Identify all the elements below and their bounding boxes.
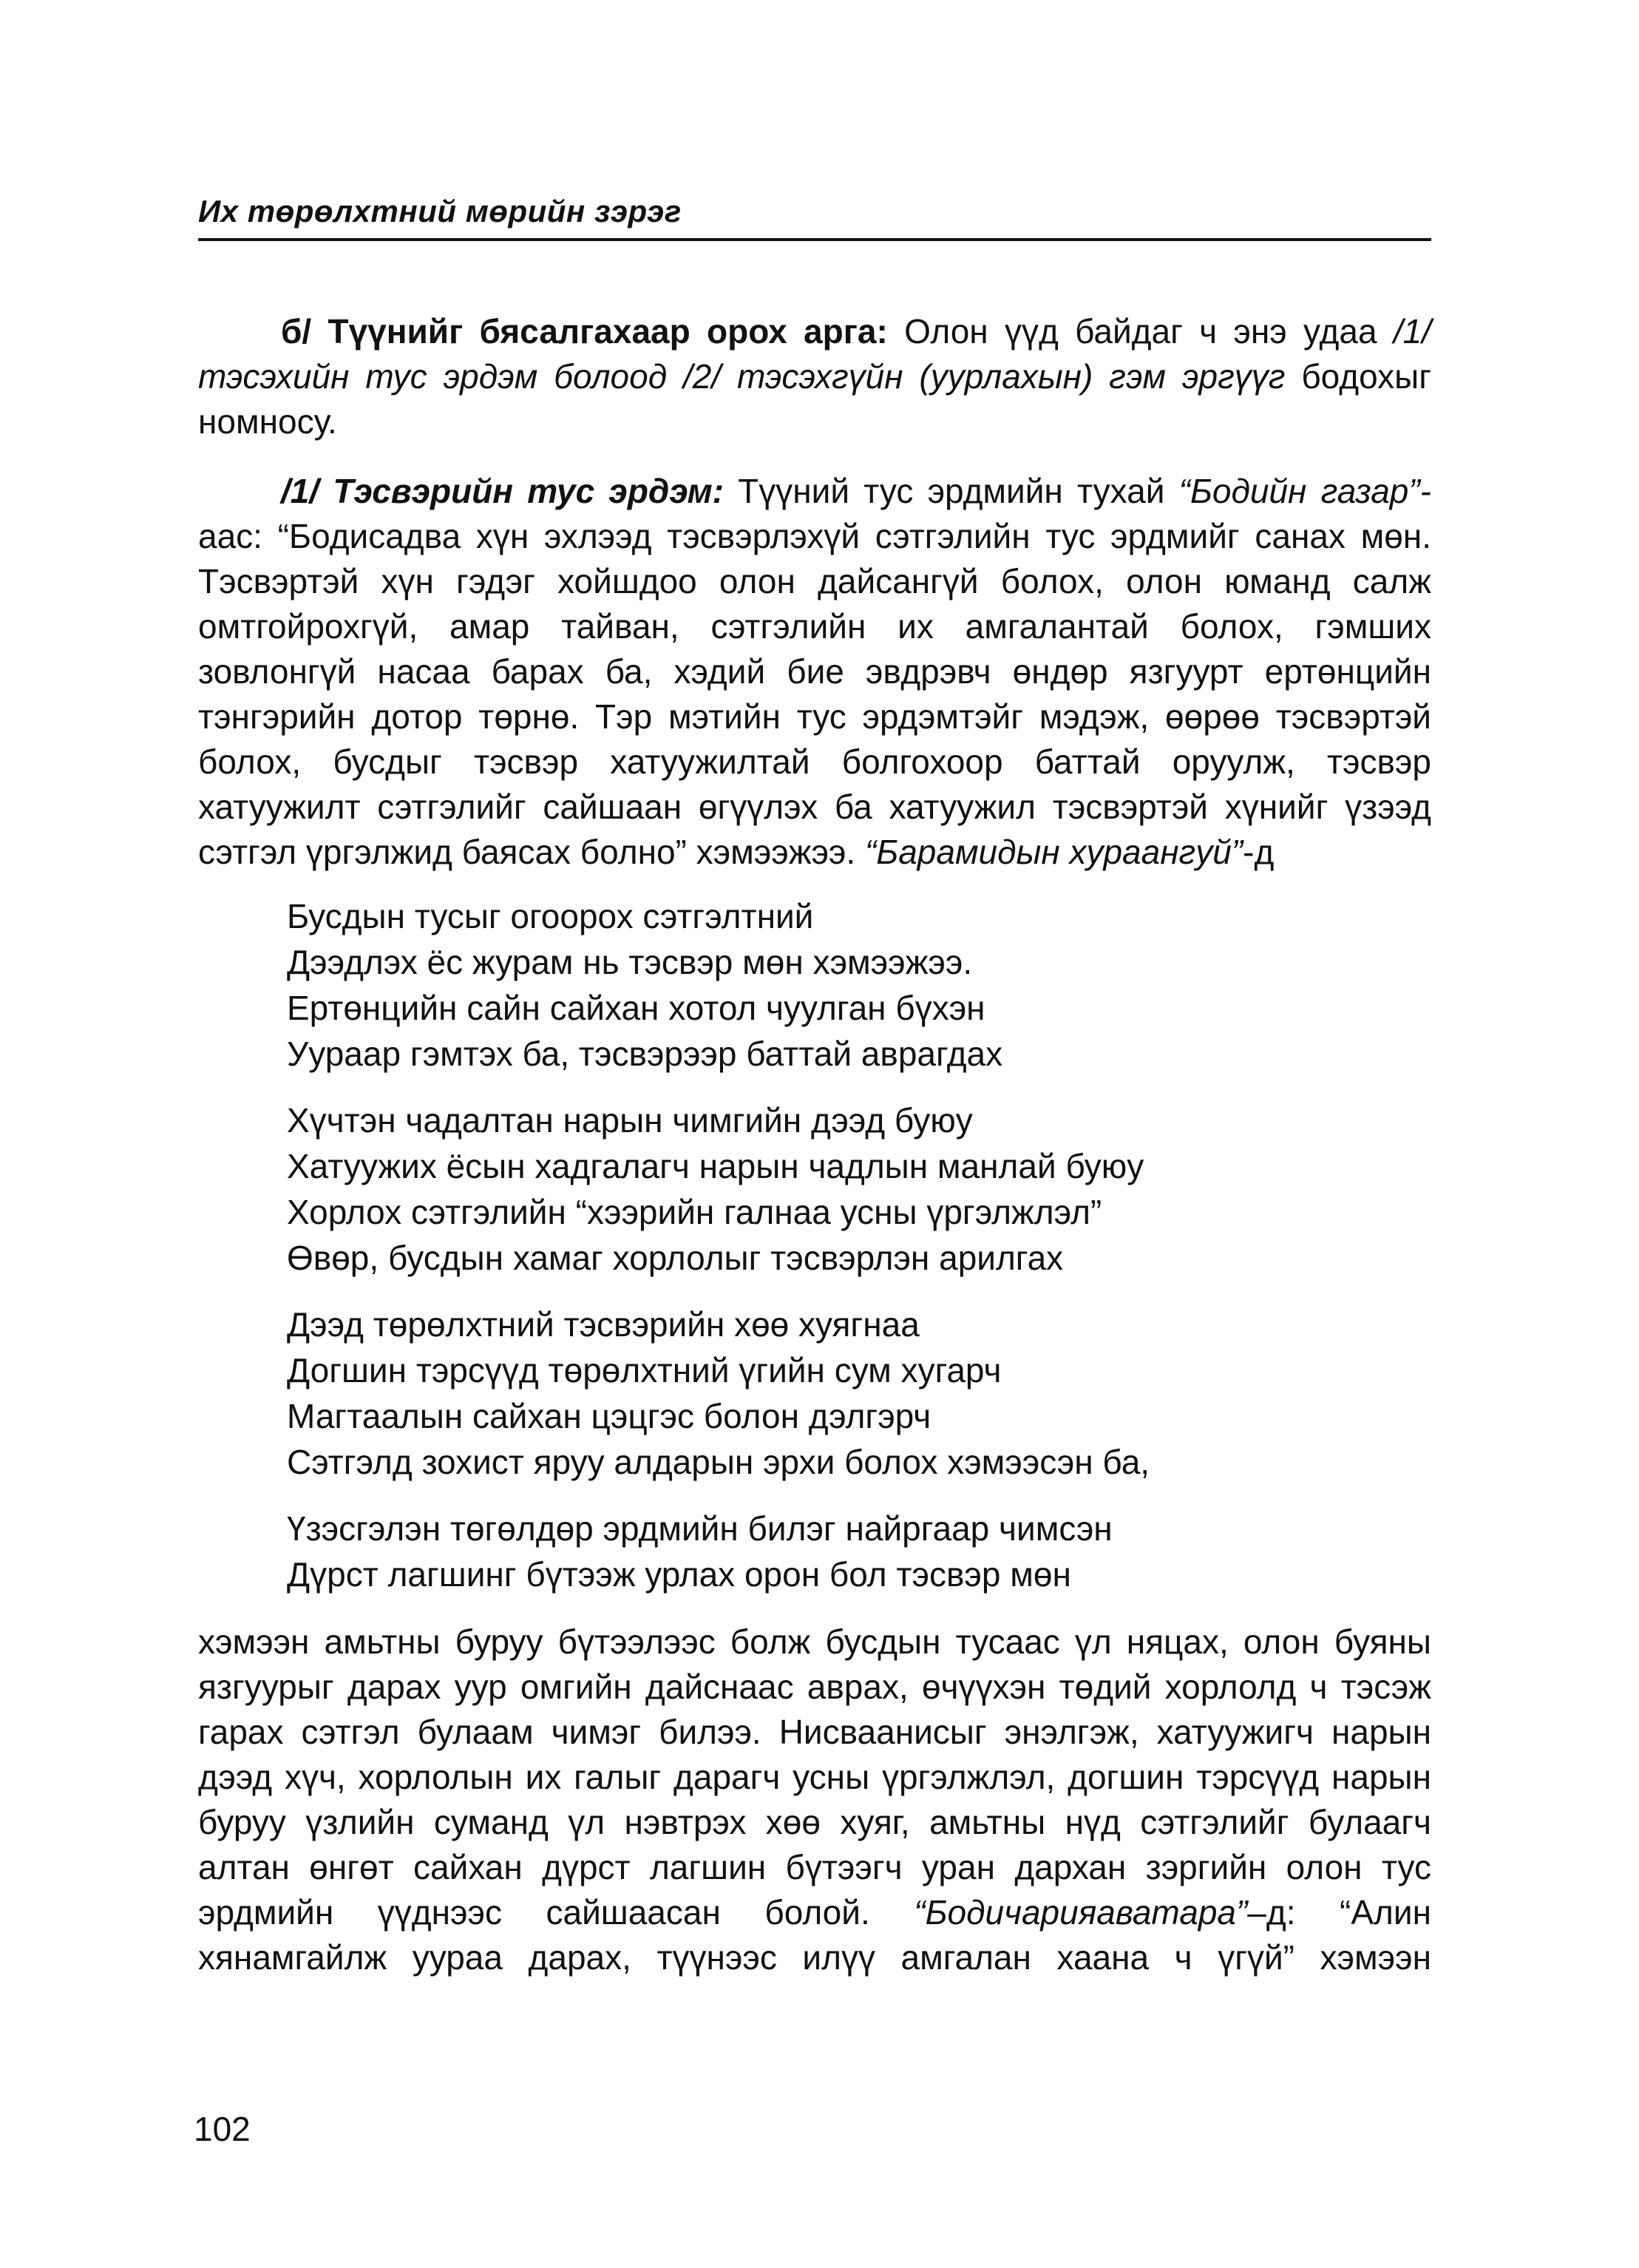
paragraph-2-line: омтгойрохгүй, амар тайван, сэтгэлийн их амгалантай болох, гэмших	[198, 607, 1431, 646]
verse-line: Дээдлэх ёс журам нь тэсвэр мөн хэмээжээ.	[287, 943, 973, 981]
running-header-title: Их төрөлхтний мөрийн зэрэг	[198, 194, 682, 229]
paragraph-3-line: хэмээн амьтны буруу бүтээлээс болж бусдын тусаас үл няцах, олон буяны	[198, 1622, 1431, 1661]
paragraph-2-lead: /1/ Тэсвэрийн тус эрдэм:	[281, 472, 724, 510]
paragraph-3-line: алтан өнгөт сайхан дүрст лагшин бүтээгч уран дархан зэргийн олон тус	[198, 1848, 1431, 1886]
paragraph-1-italic: /1/	[1393, 312, 1431, 351]
paragraph-2-line: болох, бусдыг тэсвэр хатуужилтай болгохоор баттай оруулж, тэсвэр	[198, 742, 1431, 781]
paragraph-3-text: эрдмийн үүднээс сайшаасан болой.	[198, 1893, 914, 1932]
paragraph-2-line: тэнгэрийн дотор төрнө. Тэр мэтийн тус эрдэмтэйг мэдэж, өөрөө тэсвэртэй	[198, 697, 1431, 736]
verse-line: Дүрст лагшинг бүтээж урлах орон бол тэсвэр мөн	[287, 1555, 1071, 1594]
verse-line: Өвөр, бусдын хамаг хорлолыг тэсвэрлэн арилгах	[287, 1239, 1064, 1277]
verse-line: Дээд төрөлхтний тэсвэрийн хөө хуягнаа	[287, 1305, 920, 1344]
paragraph-1-lead: б/ Түүнийг бясалгахаар орох арга:	[281, 312, 888, 351]
verse-stanza-4	[287, 1506, 1113, 1597]
paragraph-2-line-1	[198, 469, 1431, 514]
paragraph-3-line: буруу үзлийн суманд үл нэвтрэх хөө хуяг, амьтны нүд сэтгэлийг булаагч	[198, 1803, 1431, 1841]
page-number: 102	[194, 2110, 251, 2148]
paragraph-1	[198, 309, 1431, 444]
paragraph-2-line: аас: “Бодисадва хүн эхлээд тэсвэрлэхүй сэтгэлийн тус эрдмийг санах мөн.	[198, 517, 1431, 555]
paragraph-3-source-title: “Бодичарияаватара”	[914, 1893, 1248, 1932]
paragraph-1-text-2: бодохыг	[1285, 357, 1431, 396]
paragraph-2-last-text: сэтгэл үргэлжид баясах болно” хэмээжээ.	[198, 833, 865, 871]
paragraph-1-text: Олон үүд байдаг ч энэ удаа	[887, 312, 1394, 351]
paragraph-3-suffix: –д: “Алин	[1247, 1893, 1431, 1932]
paragraph-2-line: зовлонгүй насаа барах ба, хэдий бие эвдрэвч өндөр язгуурт ертөнцийн	[198, 652, 1431, 691]
paragraph-1-italic-phrase: тэсэхийн тус эрдэм болоод /2/ тэсэхгүйн (уурлахын) гэм эргүүг	[198, 357, 1286, 396]
paragraph-3	[198, 1619, 1431, 1980]
paragraph-3-line: гарах сэтгэл булаам чимэг билээ. Нисваанисыг энэлгэж, хатуужигч нарын	[198, 1713, 1431, 1751]
paragraph-2	[198, 469, 1431, 875]
verse-stanza-3	[287, 1301, 1150, 1485]
verse-line: Магтаалын сайхан цэцгэс болон дэлгэрч	[287, 1397, 932, 1435]
paragraph-3-line: дээд хүч, хорлолын их галыг дарагч усны үргэлжлэл, догшин тэрсүүд нарын	[198, 1758, 1431, 1796]
verse-line: Хорлох сэтгэлийн “хээрийн галнаа усны үргэлжлэл”	[287, 1193, 1102, 1231]
verse-line: Ертөнцийн сайн сайхан хотол чуулган бүхэн	[287, 989, 985, 1027]
verse-line: Үзэсгэлэн төгөлдөр эрдмийн билэг найргаар чимсэн	[287, 1509, 1113, 1548]
paragraph-1-line-2	[198, 354, 1431, 399]
verse-line: Бусдын тусыг огоорох сэтгэлтний	[287, 897, 814, 935]
verse-line: Сэтгэлд зохист яруу алдарын эрхи болох хэмээсэн ба,	[287, 1443, 1150, 1481]
paragraph-2-text: Түүний тус эрдмийн тухай	[723, 472, 1179, 510]
paragraph-2-last-line	[198, 830, 1431, 875]
verse-line: Уураар гэмтэх ба, тэсвэрээр баттай аврагдах	[287, 1035, 1003, 1073]
verse-stanza-2	[287, 1097, 1144, 1281]
paragraph-1-line-3: номносу.	[198, 402, 337, 441]
verse-line: Хүчтэн чадалтан нарын чимгийн дээд буюу	[287, 1101, 973, 1140]
paragraph-3-line-7	[198, 1890, 1431, 1935]
paragraph-2-source-title-2: “Барамидын хураангуй”	[864, 833, 1243, 871]
paragraph-1-line-1	[198, 309, 1431, 354]
paragraph-3-line: хянамгайлж уураа дарах, түүнээс илүү амгалан хаана ч үгүй” хэмээн	[198, 1938, 1431, 1977]
header-rule	[198, 238, 1431, 241]
paragraph-2-line: хатуужилт сэтгэлийг сайшаан өгүүлэх ба хатуужил тэсвэртэй хүнийг үзээд	[198, 788, 1431, 826]
paragraph-2-suffix: -д	[1243, 833, 1275, 871]
verse-line: Догшин тэрсүүд төрөлхтний үгийн сум хугарч	[287, 1351, 1002, 1389]
paragraph-2-source-title: “Бодийн газар”-	[1178, 472, 1432, 510]
verse-stanza-1	[287, 893, 1002, 1077]
paragraph-3-line: язгуурыг дарах уур омгийн дайснаас аврах, өчүүхэн төдий хорлолд ч тэсэж	[198, 1668, 1431, 1706]
paragraph-2-line: Тэсвэртэй хүн гэдэг хойшдоо олон дайсангүй болох, олон юманд салж	[198, 562, 1431, 600]
verse-line: Хатуужих ёсын хадгалагч нарын чадлын манлай буюу	[287, 1147, 1144, 1185]
